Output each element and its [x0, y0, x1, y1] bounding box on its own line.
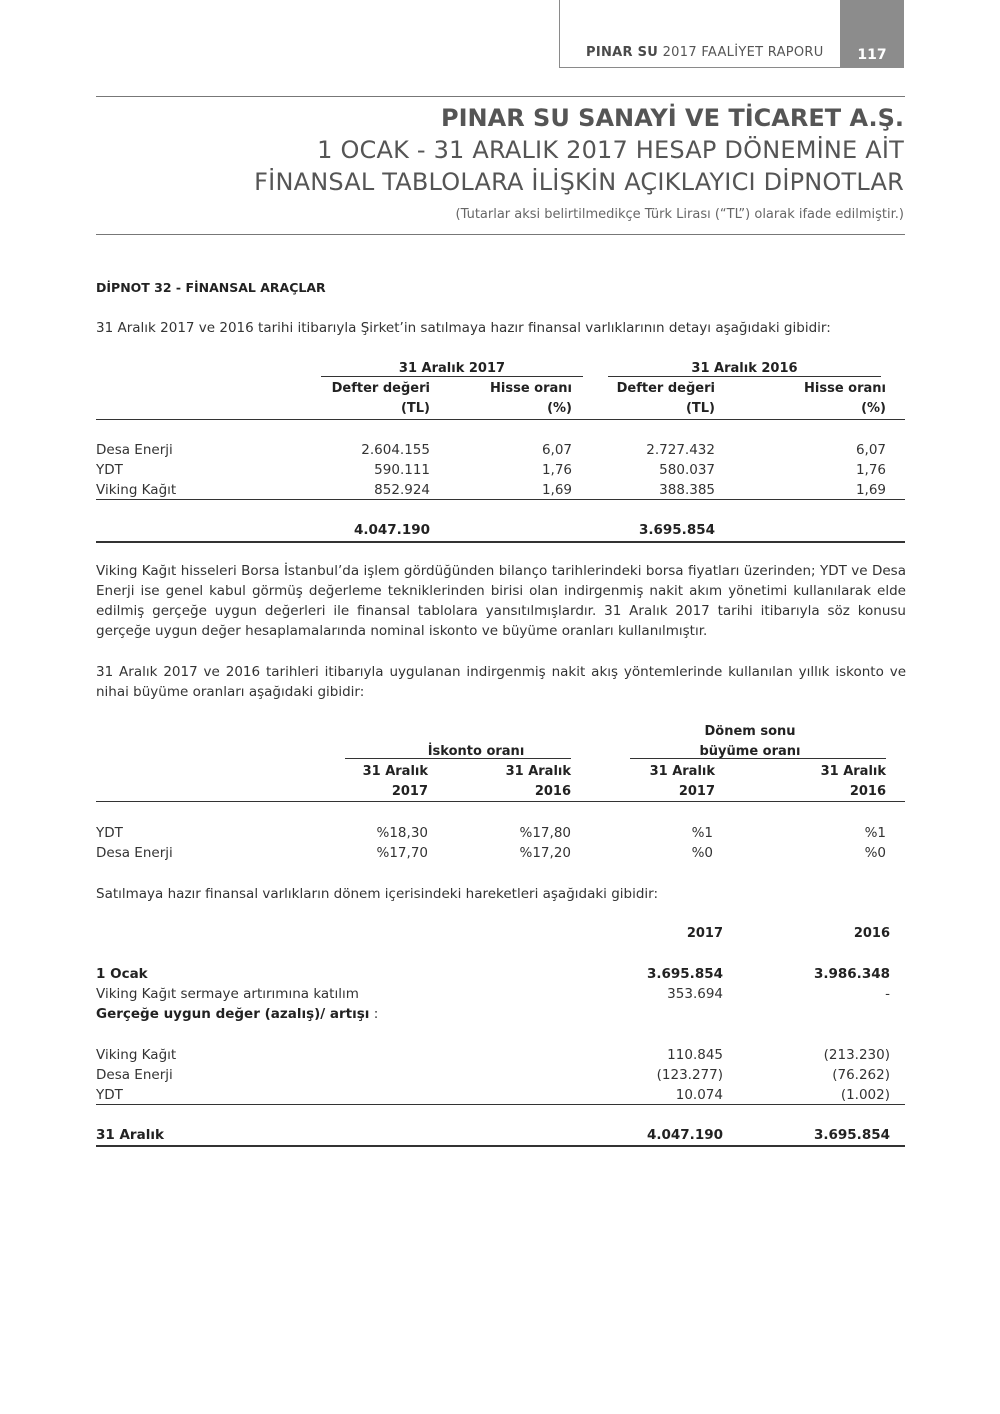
table1-header-rule: [96, 419, 905, 420]
movements-intro-paragraph: Satılmaya hazır finansal varlıkların dönem içerisindeki hareketleri aşağıdaki gibidir:: [96, 886, 659, 902]
rates-intro-paragraph: 31 Aralık 2017 ve 2016 tarihleri itibarıyla uygulanan indirgenmiş nakit akış yöntemlerinde kullanılan yıllık iskonto ve nihai büyüme oranları aşağıdaki gibidir:: [96, 664, 906, 700]
capital-increase-label: Viking Kağıt sermaye artırımına katılım: [96, 986, 359, 1002]
closing-label: 31 Aralık: [96, 1127, 164, 1143]
growth-header-line2: büyüme oranı: [699, 744, 801, 759]
table-row-value: (213.230): [823, 1047, 890, 1063]
period-2016-rule: [608, 376, 881, 377]
period-2017-rule: [321, 376, 583, 377]
table-row-name: YDT: [96, 1087, 123, 1103]
growth-header-line1: Dönem sonu: [704, 724, 796, 739]
col-share-2016: Hisse oranı: [804, 381, 886, 396]
table-row-name: Desa Enerji: [96, 845, 173, 861]
header-brand: PINAR SU: [586, 45, 659, 60]
col-discount-2017: 31 Aralık: [362, 764, 428, 779]
col-share-2017: Hisse oranı: [490, 381, 572, 396]
report-header: [586, 45, 824, 60]
page-number: 117: [840, 0, 904, 68]
table-row-name: YDT: [96, 825, 123, 841]
movements-year-2016: 2016: [853, 926, 890, 941]
table-row-value: 110.845: [667, 1047, 723, 1063]
intro-paragraph: 31 Aralık 2017 ve 2016 tarihi itibarıyla Şirket’in satılmaya hazır finansal varlıklarının detayı aşağıdaki gibidir:: [96, 320, 831, 336]
table-row-value: 852.924: [374, 482, 430, 498]
closing-2016: 3.695.854: [813, 1127, 890, 1143]
unit-tl-2017: (TL): [400, 401, 430, 416]
year-growth-2017: 2017: [678, 784, 715, 799]
table-row-value: %0: [691, 845, 713, 861]
growth-rule: [630, 758, 886, 759]
table3-bottom-rule: [96, 1145, 905, 1147]
table-row-value: %1: [864, 825, 886, 841]
movements-year-2017: 2017: [686, 926, 723, 941]
unit-tl-2016: (TL): [685, 401, 715, 416]
opening-2016: 3.986.348: [813, 966, 890, 982]
table-row-value: (123.277): [656, 1067, 723, 1083]
table-row-value: %0: [864, 845, 886, 861]
discount-header: İskonto oranı: [427, 744, 525, 759]
company-title: PINAR SU SANAYİ VE TİCARET A.Ş.: [441, 104, 904, 132]
opening-label: 1 Ocak: [96, 966, 148, 982]
fair-value-label-text: Gerçeğe uygun değer (azalış)/ artışı: [96, 1006, 370, 1022]
year-growth-2016: 2016: [849, 784, 886, 799]
capital-increase-2017: 353.694: [667, 986, 723, 1002]
table-row-value: (1.002): [840, 1087, 890, 1103]
capital-increase-2016: -: [885, 986, 890, 1002]
fair-value-label: [96, 1005, 378, 1023]
total-2016: 3.695.854: [638, 522, 715, 538]
period-2016-header: 31 Aralık 2016: [691, 361, 798, 376]
unit-pct-2017: (%): [547, 401, 572, 416]
title-bottom-rule: [96, 234, 905, 235]
table-row-value: %1: [691, 825, 713, 841]
table-row-name: YDT: [96, 462, 123, 478]
discount-rule: [345, 758, 571, 759]
col-growth-2016: 31 Aralık: [820, 764, 886, 779]
notes-title: FİNANSAL TABLOLARA İLİŞKİN AÇIKLAYICI DİPNOTLAR: [254, 168, 904, 196]
table3-total-rule: [96, 1104, 905, 1105]
title-top-rule: [96, 96, 905, 97]
table-row-value: (76.262): [832, 1067, 890, 1083]
table-row-value: 6,07: [541, 442, 572, 458]
table-row-value: 388.385: [659, 482, 715, 498]
table-row-value: 6,07: [855, 442, 886, 458]
table-row-value: 2.604.155: [361, 442, 430, 458]
valuation-paragraph: Viking Kağıt hisseleri Borsa İstanbul’da işlem gördüğünden bilanço tarihlerindeki borsa fiyatları üzerinden; YDT ve Desa Enerji ise genel kabul görmüş değerleme tekniklerinden birisi olan indirgenmiş nakit akım yönetimi kullanılarak elde edilmiş gerçeğe uygun değerleri ile finansal tablolara yansıtılmışlardır. 31 Aralık 2017 tarihi itibarıyla söz konusu gerçeğe uygun değer hesaplamalarında nominal iskonto ve büyüme oranları kullanılmıştır.: [96, 563, 906, 639]
table1-bottom-rule: [96, 541, 905, 543]
header-report: 2017 FAALİYET RAPORU: [662, 45, 824, 60]
col-book-2017: Defter değeri: [331, 381, 430, 396]
section-title: DİPNOT 32 - FİNANSAL ARAÇLAR: [96, 280, 326, 295]
opening-2017: 3.695.854: [646, 966, 723, 982]
table-row-value: %17,20: [519, 845, 571, 861]
table-row-value: 1,69: [541, 482, 572, 498]
table1-total-rule: [96, 499, 905, 500]
year-discount-2016: 2016: [534, 784, 571, 799]
table-row-name: Desa Enerji: [96, 1067, 173, 1083]
year-discount-2017: 2017: [391, 784, 428, 799]
table-row-value: 2.727.432: [646, 442, 715, 458]
period-title: 1 OCAK - 31 ARALIK 2017 HESAP DÖNEMİNE AİT: [317, 136, 904, 164]
table2-header-rule: [96, 801, 905, 802]
total-2017: 4.047.190: [353, 522, 430, 538]
table-row-value: 1,76: [541, 462, 572, 478]
col-book-2016: Defter değeri: [616, 381, 715, 396]
table-row-name: Desa Enerji: [96, 442, 173, 458]
fair-value-colon: :: [373, 1006, 379, 1022]
currency-note: (Tutarlar aksi belirtilmedikçe Türk Lirası (“TL”) olarak ifade edilmiştir.): [455, 207, 904, 222]
unit-pct-2016: (%): [861, 401, 886, 416]
table-row-name: Viking Kağıt: [96, 482, 177, 498]
table-row-value: 1,69: [855, 482, 886, 498]
table-row-name: Viking Kağıt: [96, 1047, 177, 1063]
table-row-value: 580.037: [659, 462, 715, 478]
col-discount-2016: 31 Aralık: [505, 764, 571, 779]
col-growth-2017: 31 Aralık: [649, 764, 715, 779]
table-row-value: %17,80: [519, 825, 571, 841]
table-row-value: %18,30: [376, 825, 428, 841]
table-row-value: 10.074: [675, 1087, 723, 1103]
period-2017-header: 31 Aralık 2017: [398, 361, 506, 376]
table-row-value: %17,70: [376, 845, 428, 861]
table-row-value: 1,76: [855, 462, 886, 478]
table-row-value: 590.111: [374, 462, 430, 478]
closing-2017: 4.047.190: [646, 1127, 723, 1143]
